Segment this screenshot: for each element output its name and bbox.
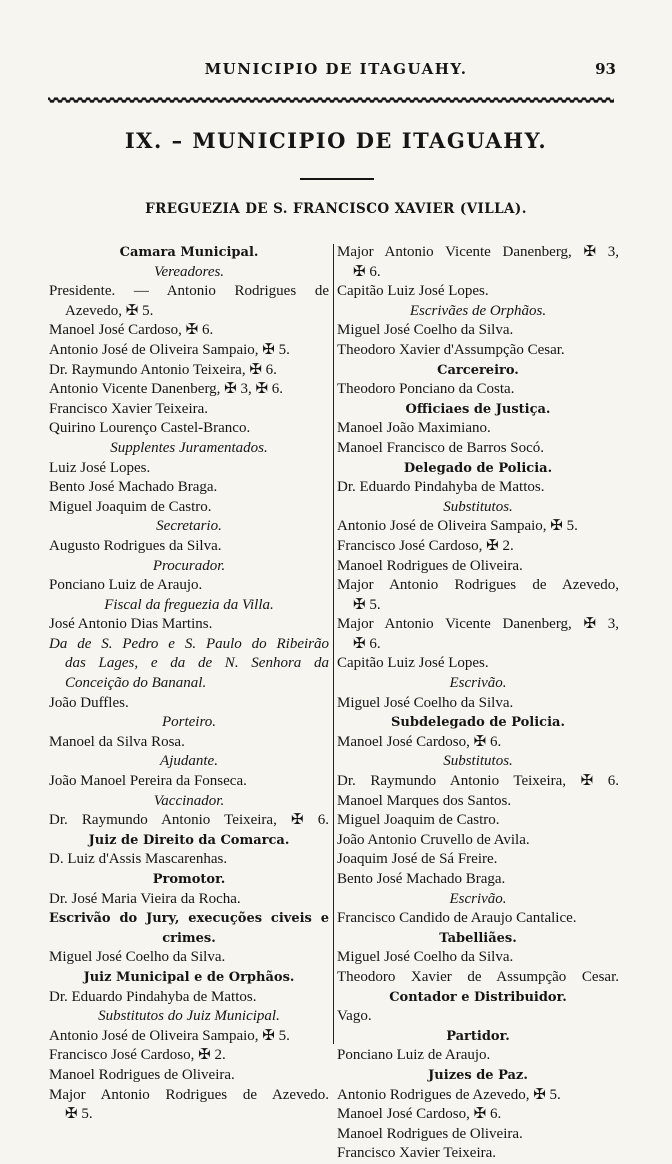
- right-column-section-heading: Escrivão.: [449, 675, 507, 692]
- left-column-section-heading: Fiscal da freguezia da Villa.: [104, 596, 274, 613]
- right-column-entry: Dr. Eduardo Pindahyba de Mattos.: [337, 479, 545, 496]
- short-rule-divider: [300, 178, 374, 180]
- left-column-entry: D. Luiz d'Assis Mascarenhas.: [49, 851, 228, 868]
- left-column-section-heading: Juiz Municipal e de Orphãos.: [83, 969, 295, 985]
- right-column-entry: Manoel José Cardoso, ✠ 6.: [337, 733, 502, 750]
- wavy-rule-divider: [48, 95, 614, 105]
- right-column-entry: Vago.: [337, 1008, 372, 1025]
- left-column-entry: Major Antonio Rodrigues de Azevedo.: [49, 1086, 329, 1103]
- left-column-section-heading: Secretario.: [156, 518, 222, 535]
- running-head: [0, 60, 672, 82]
- left-column-entry: ✠ 5.: [65, 1106, 93, 1123]
- right-column-section-heading: Partidor.: [446, 1028, 510, 1044]
- left-column-section-heading: Vereadores.: [153, 263, 225, 280]
- right-column-entry: Theodoro Xavier d'Assumpção Cesar.: [337, 341, 565, 358]
- right-column-section-heading: Carcereiro.: [437, 362, 519, 378]
- right-column-entry: Francisco José Cardoso, ✠ 2.: [337, 537, 514, 554]
- right-column-entry: Antonio José de Oliveira Sampaio, ✠ 5.: [337, 518, 578, 535]
- running-title: MUNICIPIO DE ITAGUAHY.: [204, 60, 468, 78]
- right-column-entry: Francisco Xavier Teixeira.: [337, 1145, 497, 1162]
- left-column-entry: Luiz José Lopes.: [49, 459, 151, 476]
- left-column-section-heading: Supplentes Juramentados.: [110, 439, 268, 456]
- right-column-entry: Theodoro Ponciano da Costa.: [337, 381, 515, 398]
- right-column-entry: João Antonio Cruvello de Avila.: [337, 831, 530, 848]
- left-column-section-heading: Escrivão do Jury, execuções civeis e: [49, 911, 329, 927]
- right-column-section-heading: Escrivão.: [449, 890, 507, 907]
- right-column: [337, 243, 619, 1164]
- right-column-entry: Major Antonio Vicente Danenberg, ✠ 3,: [337, 616, 619, 633]
- right-column-entry: ✠ 5.: [353, 596, 381, 613]
- right-column-entry: Manoel Marques dos Santos.: [337, 792, 512, 809]
- right-column-entry: Francisco Candido de Araujo Cantalice.: [337, 910, 577, 927]
- left-column-entry: Manoel da Silva Rosa.: [49, 733, 185, 750]
- right-column-section-heading: Officiaes de Justiça.: [405, 401, 551, 417]
- right-column-entry: Miguel José Coelho da Silva.: [337, 322, 514, 339]
- left-column-section-heading: Promotor.: [152, 872, 226, 887]
- right-column-entry: Antonio Rodrigues de Azevedo, ✠ 5.: [337, 1086, 561, 1103]
- left-column-entry: Conceição do Bananal.: [65, 675, 207, 692]
- right-column-section-heading: Subdelegado de Policia.: [391, 715, 565, 731]
- left-column-entry: Antonio Vicente Danenberg, ✠ 3, ✠ 6.: [49, 381, 284, 398]
- right-column-entry: Ponciano Luiz de Araujo.: [337, 1047, 491, 1064]
- left-column-entry: Da de S. Pedro e S. Paulo do Ribeirão: [49, 635, 329, 652]
- right-column-entry: Manoel José Cardoso, ✠ 6.: [337, 1106, 502, 1123]
- left-column-entry: Augusto Rodrigues da Silva.: [49, 537, 222, 554]
- left-column-entry: Dr. Eduardo Pindahyba de Mattos.: [49, 988, 257, 1005]
- left-column-entry: Azevedo, ✠ 5.: [65, 302, 154, 319]
- right-column-entry: Manoel Rodrigues de Oliveira.: [337, 1125, 523, 1142]
- left-column-entry: Dr. José Maria Vieira da Rocha.: [49, 890, 241, 907]
- right-column-entry: Manoel Rodrigues de Oliveira.: [337, 557, 523, 574]
- left-column-entry: Francisco Xavier Teixeira.: [49, 400, 209, 417]
- right-column-entry: Miguel José Coelho da Silva.: [337, 694, 514, 711]
- left-column-entry: Antonio José de Oliveira Sampaio, ✠ 5.: [49, 341, 290, 358]
- right-column-entry: Joaquim José de Sá Freire.: [337, 851, 498, 868]
- column-divider: [333, 244, 334, 1044]
- right-column-entry: Manoel João Maximiano.: [337, 420, 491, 437]
- right-column-entry: Manoel Francisco de Barros Socó.: [337, 439, 545, 456]
- left-column-entry: Bento José Machado Braga.: [49, 479, 218, 496]
- left-column-section-heading: Juiz de Direito da Comarca.: [88, 832, 290, 848]
- right-column-section-heading: Substitutos.: [443, 753, 513, 770]
- left-column-entry: Manoel Rodrigues de Oliveira.: [49, 1066, 235, 1083]
- left-column-entry: Manoel José Cardoso, ✠ 6.: [49, 322, 214, 339]
- right-column-entry: Capitão Luiz José Lopes.: [337, 283, 489, 300]
- right-column-entry: ✠ 6.: [353, 635, 381, 652]
- left-column-entry: Presidente. — Antonio Rodrigues de: [49, 283, 329, 300]
- right-column-entry: Theodoro Xavier de Assumpção Cesar.: [337, 968, 619, 985]
- left-column-entry: Miguel Joaquim de Castro.: [49, 498, 212, 515]
- left-column-section-heading: crimes.: [162, 930, 216, 946]
- parish-title: FREGUEZIA DE S. FRANCISCO XAVIER (VILLA).: [145, 201, 527, 217]
- left-column-entry: Dr. Raymundo Antonio Teixeira, ✠ 6.: [49, 361, 277, 378]
- right-column-entry: Capitão Luiz José Lopes.: [337, 655, 489, 672]
- right-column-section-heading: Tabelliães.: [439, 930, 517, 946]
- chapter-title: IX. – MUNICIPIO DE ITAGUAHY.: [124, 128, 548, 153]
- right-column-entry: Major Antonio Vicente Danenberg, ✠ 3,: [337, 244, 619, 260]
- right-column-section-heading: Escrivães de Orphãos.: [409, 302, 547, 319]
- left-column-entry: Miguel José Coelho da Silva.: [49, 949, 226, 966]
- right-column-entry: Miguel José Coelho da Silva.: [337, 949, 514, 966]
- right-column-section-heading: Delegado de Policia.: [403, 460, 553, 476]
- left-column-section-heading: Vaccinador.: [153, 792, 225, 809]
- left-column-entry: Ponciano Luiz de Araujo.: [49, 577, 203, 594]
- right-column-section-heading: Substitutos.: [443, 498, 513, 515]
- left-column-entry: João Duffles.: [49, 694, 129, 711]
- left-column-entry: Francisco José Cardoso, ✠ 2.: [49, 1047, 226, 1064]
- right-column-section-heading: Contador e Distribuidor.: [389, 989, 567, 1005]
- left-column-entry: Antonio José de Oliveira Sampaio, ✠ 5.: [49, 1027, 290, 1044]
- right-column-entry: Bento José Machado Braga.: [337, 871, 506, 887]
- left-column-entry: João Manoel Pereira da Fonseca.: [49, 773, 247, 790]
- right-column-section-heading: Juizes de Paz.: [428, 1067, 528, 1083]
- left-column: [49, 243, 329, 1125]
- left-column-entry: José Antonio Dias Martins.: [49, 616, 213, 633]
- left-column-entry: Quirino Lourenço Castel-Branco.: [49, 420, 251, 437]
- left-column-entry: das Lages, e da de N. Senhora da: [65, 655, 329, 672]
- left-column-section-heading: Porteiro.: [161, 714, 217, 731]
- left-column-section-heading: Camara Municipal.: [119, 245, 259, 260]
- right-column-entry: Miguel Joaquim de Castro.: [337, 812, 500, 829]
- left-column-section-heading: Substitutos do Juiz Municipal.: [98, 1008, 280, 1025]
- right-column-entry: ✠ 6.: [353, 263, 381, 280]
- left-column-entry: Dr. Raymundo Antonio Teixeira, ✠ 6.: [49, 812, 329, 829]
- left-column-section-heading: Ajudante.: [160, 753, 218, 770]
- page-number: 93: [595, 60, 616, 78]
- right-column-entry: Dr. Raymundo Antonio Teixeira, ✠ 6.: [337, 773, 619, 790]
- left-column-section-heading: Procurador.: [152, 557, 226, 574]
- right-column-entry: Major Antonio Rodrigues de Azevedo,: [337, 577, 619, 594]
